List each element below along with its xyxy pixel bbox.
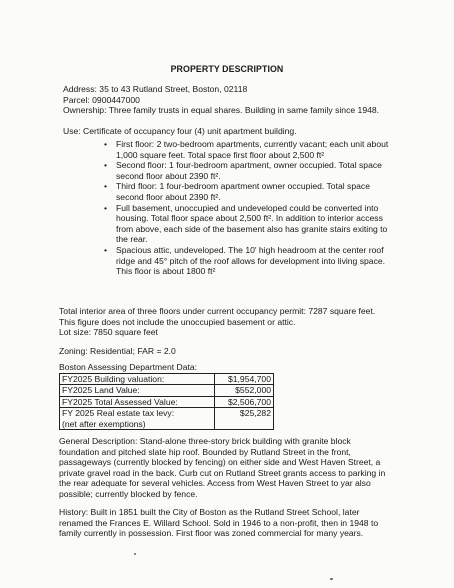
history-line: renamed the Frances E. Willard School. Sold in 1946 to a non-profit, then in 1948 to [59, 517, 379, 528]
general-description-line: General Description: Stand-alone three-story brick building with granite block [59, 436, 351, 446]
address-line: Address: 35 to 43 Rutland Street, Boston, 02118 [63, 84, 248, 94]
floor-item-line: second floor about 2390 ft². [116, 170, 221, 181]
interior-area-line: Total interior area of three floors under current occupancy permit: 7287 square feet. [59, 306, 376, 316]
use-line: Use: Certificate of occupancy four (4) unit apartment building. [63, 126, 297, 136]
table-cell-label: FY2025 Land Value: [60, 385, 215, 396]
table-cell-value: $1,954,700 [215, 374, 274, 385]
table-cell-label: FY2025 Total Assessed Value: [60, 396, 215, 407]
assessing-heading: Boston Assessing Department Data: [59, 362, 198, 372]
table-cell-value: $25,282 [215, 408, 274, 430]
floor-item-line: Third floor: 1 four-bedroom apartment owner occupied. Total space [116, 181, 370, 192]
table-row [60, 374, 274, 385]
history-block [59, 507, 397, 539]
tax-levy-label: FY 2025 Real estate tax levy: [62, 408, 175, 419]
lot-size-line: Lot size: 7850 square feet [59, 327, 158, 338]
floor-item-third [104, 181, 406, 202]
bullet-icon: • [104, 181, 108, 192]
floor-item-first [104, 139, 406, 160]
table-cell-label: FY2025 Building valuation: [60, 374, 215, 385]
floor-item-line: Full basement, unoccupied and undeveloped could be converted into [116, 202, 379, 213]
general-description-line: possible; currently blocked by fence. [59, 488, 198, 499]
property-header-block [63, 84, 398, 116]
table-row [60, 408, 274, 430]
parcel-line: Parcel: 0900447000 [63, 94, 140, 105]
floor-item-line: the rear. [116, 234, 148, 245]
ownership-line: Ownership: Three family trusts in equal shares. Building in same family since 1948. [63, 105, 380, 116]
floor-item-line: second floor about 2390 ft². [116, 191, 221, 202]
table-row [60, 385, 274, 396]
bullet-icon: • [104, 244, 108, 255]
general-description-line: private gravel road in the back. Curb cut on Rutland Street grants access to parking in [59, 467, 386, 478]
floor-item-basement [104, 202, 406, 245]
history-line: History: Built in 1851 built the City of Boston as the Rutland Street School, later [59, 507, 360, 517]
floor-item-line: First floor: 2 two-bedroom apartments, currently vacant; each unit about [116, 139, 389, 149]
table-cell-label [60, 408, 215, 430]
floor-item-line: housing. Total floor space about 2,500 ft². In addition to interior access [116, 213, 383, 224]
general-description-block [59, 436, 397, 500]
general-description-line: foundation and pitched slate hip roof. Bounded by Rutland Street in the front, [59, 446, 351, 457]
interior-area-note: This figure does not include the unoccupied basement or attic. [59, 316, 296, 327]
tax-levy-sublabel: (net after exemptions) [62, 418, 146, 429]
floor-item-line: 1,000 square feet. Total space first floor about 2,500 ft² [116, 149, 325, 160]
floor-item-line: This floor is about 1800 ft² [116, 266, 216, 277]
general-description-line: passageways (currently blocked by fencing) on either side and West Haven Street, a [59, 457, 381, 468]
assessing-table [59, 373, 274, 430]
bullet-icon: • [104, 160, 108, 171]
floor-item-line: Second floor: 1 four-bedroom apartment, owner occupied. Total space [116, 160, 382, 171]
scan-speck [330, 578, 333, 580]
bullet-icon: • [104, 139, 108, 149]
bullet-icon: • [104, 202, 108, 213]
zoning-line: Zoning: Residential; FAR = 2.0 [59, 346, 176, 356]
table-row [60, 396, 274, 407]
scan-speck [134, 553, 136, 555]
floor-item-line: ridge and 45° pitch of the roof allows for development into living space. [116, 255, 386, 266]
table-cell-value: $552,000 [215, 385, 274, 396]
floor-item-second [104, 160, 406, 181]
document-title: PROPERTY DESCRIPTION [170, 64, 284, 74]
interior-area-block [59, 306, 397, 338]
floor-item-line: Spacious attic, undeveloped. The 10' high headroom at the center roof [116, 244, 384, 255]
floor-item-line: from above, each side of the basement also has granite stairs exiting to [116, 223, 388, 234]
table-cell-value: $2,506,700 [215, 396, 274, 407]
history-line: family currently in possession. First floor was zoned commercial for many years. [59, 528, 364, 539]
general-description-line: the rear adequate for several vehicles. Access from West Haven Street to yar also [59, 478, 371, 489]
floor-list [103, 139, 406, 277]
floor-item-attic [104, 244, 406, 277]
